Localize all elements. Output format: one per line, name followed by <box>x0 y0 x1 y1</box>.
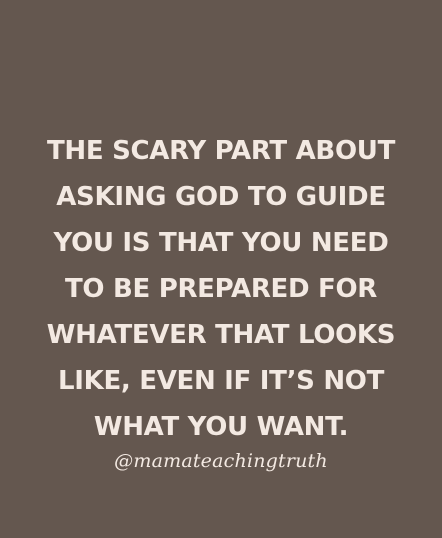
quote-line: YOU IS THAT YOU NEED <box>53 228 389 258</box>
quote-line: WHAT YOU WANT. <box>93 412 349 442</box>
author-handle: @mamateachingtruth <box>114 450 328 472</box>
quote-line: WHATEVER THAT LOOKS <box>46 320 396 350</box>
quote-line: ASKING GOD TO GUIDE <box>56 182 386 212</box>
quote-line: LIKE, EVEN IF IT’S NOT <box>57 366 385 396</box>
quote-text <box>0 128 442 450</box>
quote-line: THE SCARY PART ABOUT <box>46 136 396 166</box>
quote-line: TO BE PREPARED FOR <box>64 274 378 304</box>
